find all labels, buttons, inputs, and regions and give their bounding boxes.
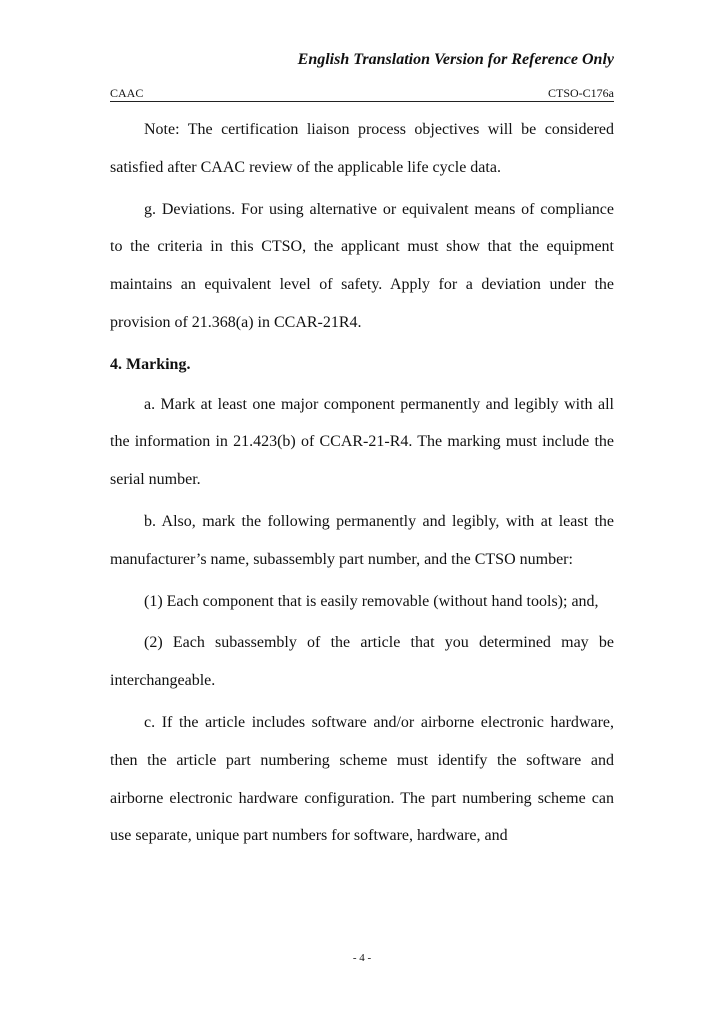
section-heading-marking: 4. Marking. — [110, 355, 191, 373]
running-header — [110, 86, 614, 102]
document-body — [110, 111, 614, 855]
header-doc-id: CTSO-C176a — [548, 86, 614, 100]
marking-item-1: (1) Each component that is easily removable (without hand tools); and, — [144, 592, 599, 610]
header-org: CAAC — [110, 86, 144, 100]
marking-paragraph-b: b. Also, mark the following permanently and legibly, with at least the manufacturer’s name, subassembly part number, and the CTSO number: — [110, 512, 614, 568]
deviations-paragraph: g. Deviations. For using alternative or equivalent means of compliance to the criteria in this CTSO, the applicant must show that the equipment maintains an equivalent level of safety. Apply for a deviation under the provision of 21.368(a) in CCAR-21R4. — [110, 200, 614, 331]
marking-paragraph-c: c. If the article includes software and/or airborne electronic hardware, then the article part numbering scheme must identify the software and airborne electronic hardware configuration. The part numbering scheme can use separate, unique part numbers for software, hardware, and — [110, 713, 614, 845]
marking-paragraph-a: a. Mark at least one major component permanently and legibly with all the information in 21.423(b) of CCAR-21-R4. The marking must include the serial number. — [110, 395, 614, 489]
page-number: - 4 - — [352, 952, 372, 964]
translation-banner: English Translation Version for Reference Only — [297, 51, 614, 68]
note-paragraph: Note: The certification liaison process objectives will be considered satisfied after CAAC review of the applicable life cycle data. — [110, 121, 614, 176]
marking-item-2: (2) Each subassembly of the article that you determined may be interchangeable. — [110, 634, 614, 690]
